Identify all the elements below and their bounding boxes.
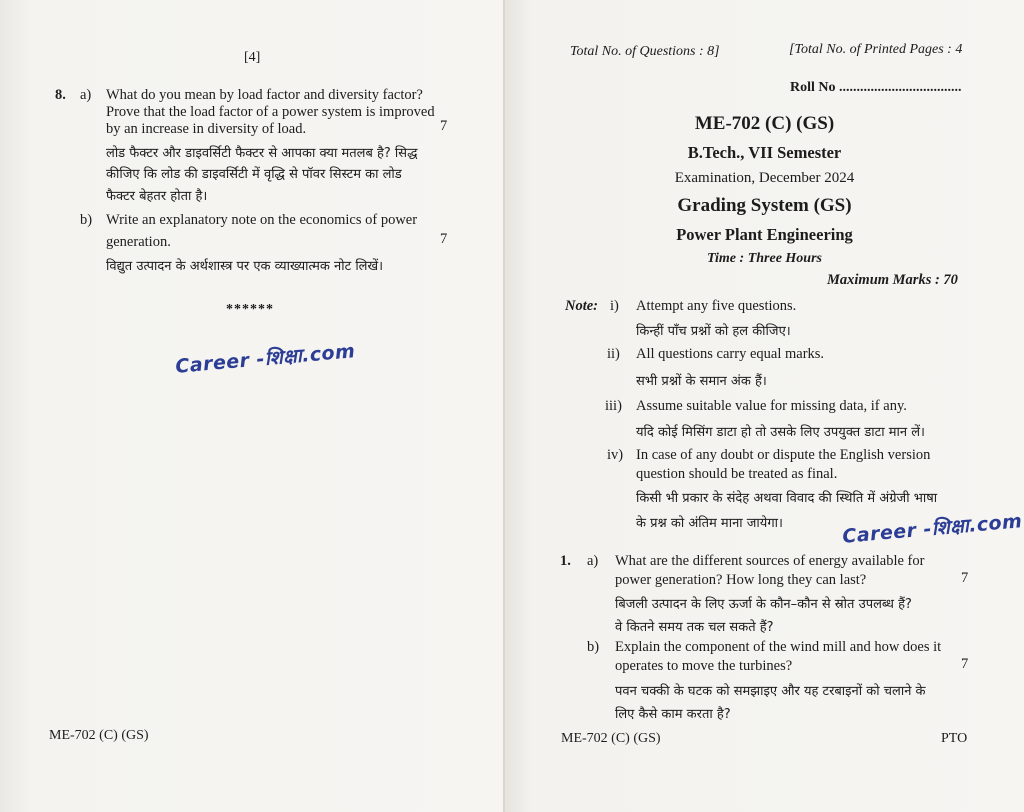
note-ii-text: All questions carry equal marks. — [636, 346, 825, 362]
q8a-hindi-3: फैक्टर बेहतर होता है। — [106, 189, 208, 204]
q1a-label: a) — [587, 553, 599, 569]
q8b-hindi-1: विद्युत उत्पादन के अर्थशास्त्र पर एक व्याख्यात्मक नोट लिखें। — [106, 259, 384, 274]
total-questions: Total No. of Questions : 8] — [570, 44, 720, 59]
q1a-hindi-1: बिजली उत्पादन के लिए ऊर्जा के कौन–कौन से स्रोत उपलब्ध हैं? — [615, 597, 912, 612]
q8b-label: b) — [80, 212, 93, 228]
course-title: B.Tech., VII Semester — [687, 143, 842, 162]
note-label: Note: — [565, 298, 599, 314]
q1b-text-2: operates to move the turbines? — [615, 658, 793, 674]
note-iv-text-1: In case of any doubt or dispute the English version — [636, 447, 931, 463]
q8a-hindi-1: लोड फैक्टर और डाइवर्सिटी फैक्टर से आपका क्या मतलब है? सिद्ध — [106, 146, 418, 161]
q8a-label: a) — [80, 87, 92, 103]
q1a-text-1: What are the different sources of energy available for — [615, 553, 925, 569]
time-allowed: Time : Three Hours — [707, 251, 822, 266]
q8a-hindi-2: कीजिए कि लोड की डाइवर्सिटी में वृद्धि से पॉवर सिस्टम का लोड — [106, 167, 402, 182]
q1b-text-1: Explain the component of the wind mill and how does it — [615, 639, 942, 655]
q8b-marks: 7 — [440, 231, 448, 247]
paper-code: ME-702 (C) (GS) — [694, 113, 835, 134]
q1a-marks: 7 — [961, 570, 969, 586]
roll-no: Roll No ................................... — [790, 80, 962, 95]
note-iv-hindi-2: के प्रश्न को अंतिम माना जायेगा। — [636, 516, 783, 531]
q1a-text-2: power generation? How long they can last? — [615, 572, 867, 588]
note-i-hindi: किन्हीं पाँच प्रश्नों को हल कीजिए। — [636, 324, 791, 339]
note-iii-hindi: यदि कोई मिसिंग डाटा हो तो उसके लिए उपयुक्त डाटा मान लें। — [636, 425, 925, 440]
end-mark: ****** — [226, 302, 274, 317]
q1-number: 1. — [560, 553, 571, 569]
q1b-label: b) — [587, 639, 600, 655]
note-i-label: i) — [610, 298, 619, 314]
q1b-marks: 7 — [961, 656, 969, 672]
footer-pto: PTO — [941, 731, 968, 746]
note-ii-hindi: सभी प्रश्नों के समान अंक हैं। — [636, 374, 767, 389]
note-ii-label: ii) — [607, 346, 620, 362]
total-pages: [Total No. of Printed Pages : 4 — [789, 42, 963, 57]
note-iii-text: Assume suitable value for missing data, if any. — [636, 398, 907, 414]
q8b-text-1: Write an explanatory note on the economics of power — [106, 212, 418, 228]
exam-session: Examination, December 2024 — [674, 170, 855, 186]
q1a-hindi-2: वे कितने समय तक चल सकते हैं? — [615, 620, 774, 635]
watermark-right: Career -शिक्षा.com — [841, 510, 1024, 548]
subject-title: Power Plant Engineering — [676, 225, 853, 244]
footer-code-right: ME-702 (C) (GS) — [561, 731, 661, 746]
q8-number: 8. — [55, 87, 66, 103]
note-iv-label: iv) — [607, 447, 624, 463]
q8a-text-3: by an increase in diversity of load. — [106, 121, 307, 137]
q1b-hindi-2: लिए कैसे काम करता है? — [615, 707, 731, 722]
note-iv-text-2: question should be treated as final. — [636, 466, 838, 482]
q8a-text-1: What do you mean by load factor and diversity factor? — [106, 87, 423, 103]
q1b-hindi-1: पवन चक्की के घटक को समझाइए और यह टरबाइनों को चलाने के — [615, 684, 926, 699]
q8a-marks: 7 — [440, 118, 448, 134]
maximum-marks: Maximum Marks : 70 — [827, 272, 958, 288]
left-page — [0, 0, 505, 812]
page-number: [4] — [244, 50, 261, 65]
footer-code-left: ME-702 (C) (GS) — [49, 728, 149, 743]
note-iii-label: iii) — [605, 398, 622, 414]
q8b-text-2: generation. — [106, 234, 171, 250]
watermark-left: Career -शिक्षा.com — [174, 340, 357, 378]
right-page — [505, 0, 1024, 812]
q8a-text-2: Prove that the load factor of a power system is improved — [106, 104, 435, 120]
grading-system: Grading System (GS) — [677, 195, 852, 216]
note-i-text: Attempt any five questions. — [636, 298, 797, 314]
note-iv-hindi-1: किसी भी प्रकार के संदेह अथवा विवाद की स्थिति में अंग्रेजी भाषा — [636, 491, 938, 506]
